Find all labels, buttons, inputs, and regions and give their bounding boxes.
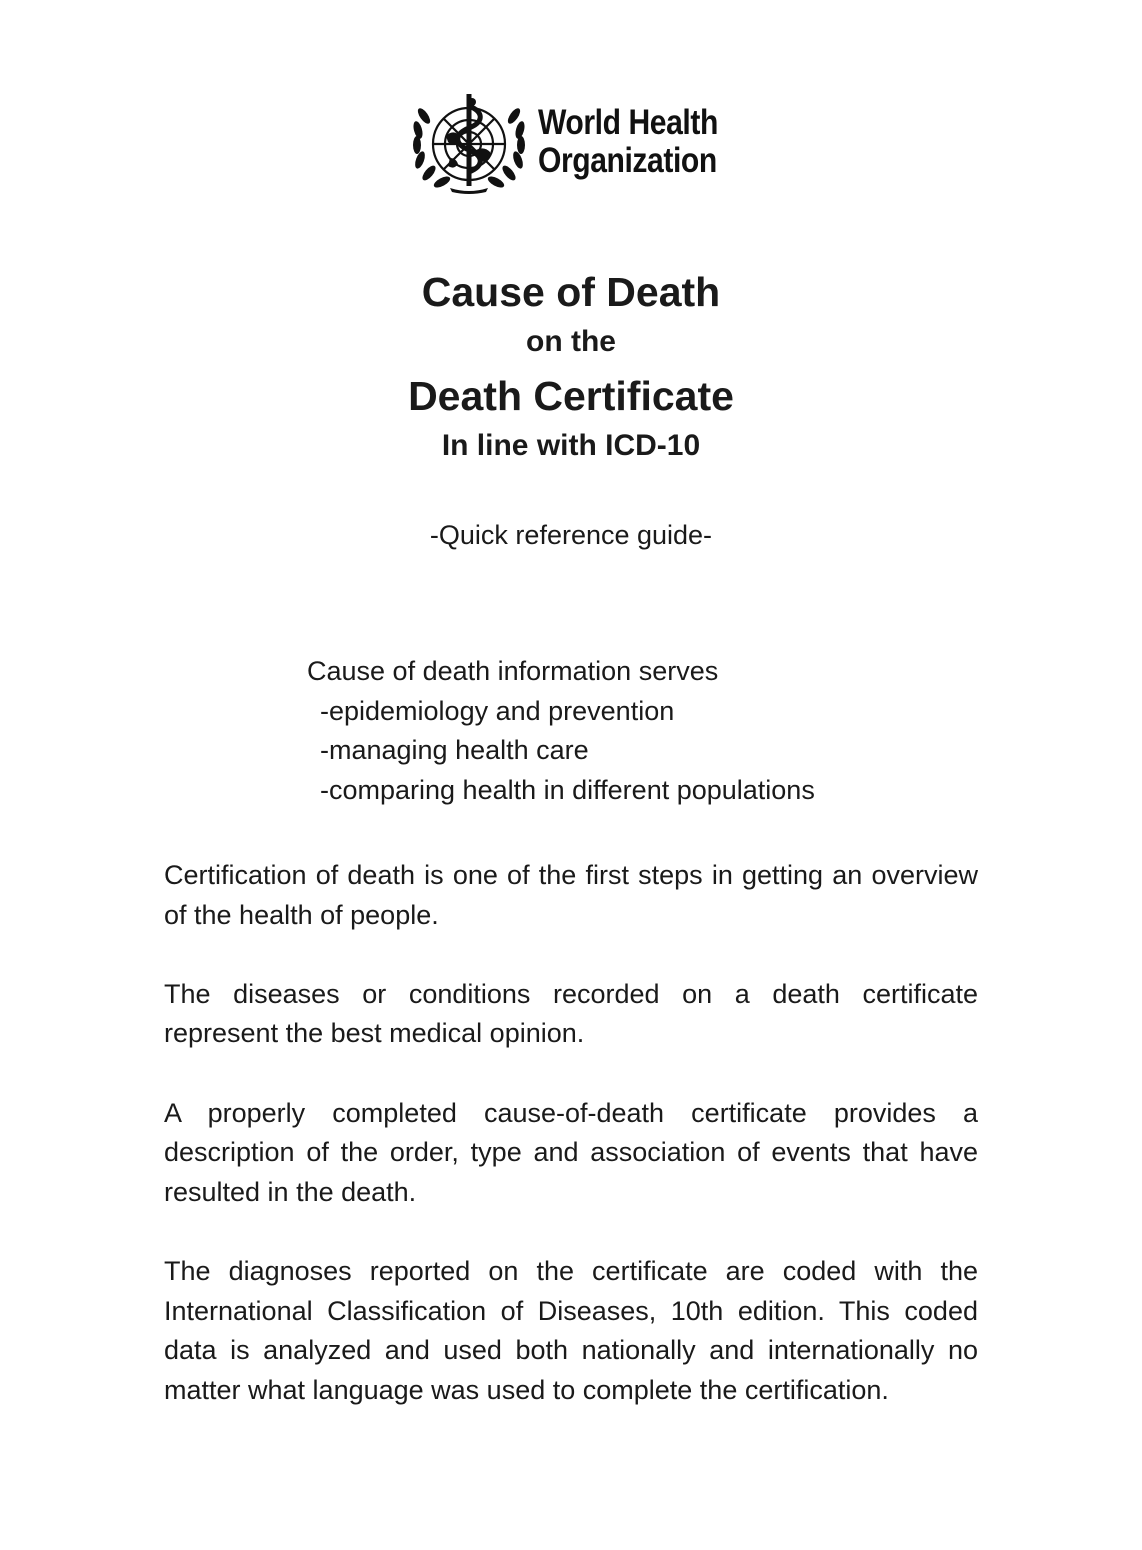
- title-line-4: In line with ICD-10: [441, 429, 701, 462]
- title-line-2: on the: [526, 325, 616, 358]
- serves-intro: Cause of death information serves: [307, 656, 719, 686]
- title-line-3: Death Certificate: [408, 373, 734, 419]
- organization-name-line2: Organization: [538, 141, 717, 180]
- list-item: -epidemiology and prevention: [320, 695, 675, 726]
- body-text: [164, 856, 978, 1450]
- document-title: [0, 266, 1142, 466]
- list-item: -comparing health in different populations: [320, 774, 815, 805]
- paragraph-completed-certificate: A properly completed cause-of-death certificate provides a description of the order, type and association of events that have resulted in the death.: [164, 1097, 978, 1207]
- paragraph-diagnoses: The diagnoses reported on the certificate are coded with the International Classification of Diseases, 10th edition. This coded data is analyzed and used both nationally and internationally no matter what language was used to complete the certification.: [164, 1255, 978, 1405]
- who-emblem-icon: [410, 88, 528, 196]
- title-line-1: Cause of Death: [421, 269, 721, 315]
- who-logo: [410, 88, 755, 198]
- serves-section: [307, 652, 815, 810]
- organization-name-line1: World Health: [538, 103, 718, 142]
- paragraph-certification: Certification of death is one of the first steps in getting an overview of the health of people.: [164, 860, 978, 930]
- document-subtitle: -Quick reference guide-: [429, 520, 713, 550]
- paragraph-diseases: The diseases or conditions recorded on a death certificate represent the best medical opinion.: [164, 978, 978, 1049]
- serves-list: [307, 692, 815, 811]
- organization-name: [538, 104, 718, 180]
- list-item: -managing health care: [320, 735, 589, 765]
